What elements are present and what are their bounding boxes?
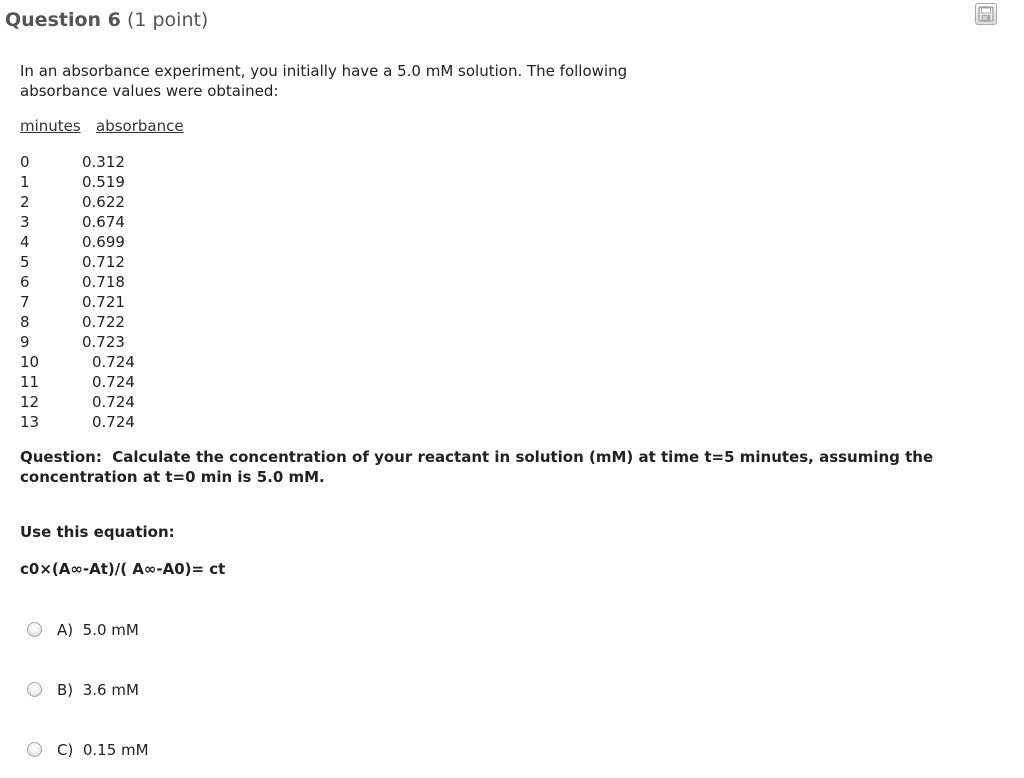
absorbance-header: absorbance (96, 117, 184, 135)
option-letter: A) (57, 621, 74, 639)
minutes-cell: 13 (20, 413, 40, 431)
absorbance-cell: 0.721 (82, 293, 125, 311)
minutes-cell: 10 (20, 353, 40, 371)
option-value: 5.0 mM (82, 621, 139, 639)
minutes-cell: 1 (20, 173, 30, 191)
question-header (5, 9, 208, 31)
table-row (20, 352, 220, 372)
table-row (20, 152, 220, 172)
table-row (20, 392, 220, 412)
table-row (20, 312, 220, 332)
save-icon (978, 6, 994, 22)
absorbance-table (20, 152, 220, 432)
table-row (20, 232, 220, 252)
intro-text (20, 61, 740, 101)
option-b-label (57, 681, 139, 699)
radio-button-c[interactable] (27, 742, 42, 757)
minutes-cell: 11 (20, 373, 40, 391)
table-row (20, 172, 220, 192)
question-line-1: Question: Calculate the concentration of your reactant in solution (mM) at time t=5 minutes, assuming the (20, 448, 934, 466)
absorbance-cell: 0.724 (92, 353, 135, 371)
minutes-cell: 3 (20, 213, 30, 231)
equation-formula: c0×(A∞-At)/( A∞-A0)= ct (20, 560, 226, 578)
option-c-label (57, 741, 149, 759)
question-line-2: concentration at t=0 min is 5.0 mM. (20, 468, 325, 486)
absorbance-cell: 0.722 (82, 313, 125, 331)
table-row (20, 212, 220, 232)
absorbance-cell: 0.724 (92, 393, 135, 411)
table-row (20, 272, 220, 292)
minutes-cell: 2 (20, 193, 30, 211)
absorbance-cell: 0.622 (82, 193, 125, 211)
option-value: 3.6 mM (82, 681, 139, 699)
absorbance-cell: 0.723 (82, 333, 125, 351)
question-points: (1 point) (126, 9, 209, 31)
minutes-cell: 6 (20, 273, 30, 291)
radio-button-a[interactable] (27, 622, 42, 637)
absorbance-cell: 0.712 (82, 253, 125, 271)
intro-line-2: absorbance values were obtained: (20, 82, 279, 100)
question-number: Question 6 (5, 9, 121, 31)
minutes-cell: 5 (20, 253, 30, 271)
table-row (20, 292, 220, 312)
option-letter: B) (57, 681, 74, 699)
absorbance-cell: 0.519 (82, 173, 125, 191)
table-row (20, 412, 220, 432)
option-a-label (57, 621, 139, 639)
equation-label: Use this equation: (20, 523, 175, 541)
absorbance-cell: 0.699 (82, 233, 125, 251)
minutes-cell: 4 (20, 233, 30, 251)
minutes-cell: 9 (20, 333, 30, 351)
table-row (20, 252, 220, 272)
question-text (20, 447, 1010, 487)
minutes-cell: 0 (20, 153, 30, 171)
minutes-cell: 8 (20, 313, 30, 331)
minutes-header: minutes (20, 117, 81, 135)
absorbance-cell: 0.724 (92, 413, 135, 431)
option-value: 0.15 mM (82, 741, 149, 759)
absorbance-cell: 0.674 (82, 213, 125, 231)
table-row (20, 372, 220, 392)
table-row (20, 332, 220, 352)
option-letter: C) (57, 741, 74, 759)
radio-button-b[interactable] (27, 682, 42, 697)
save-button[interactable] (975, 3, 997, 25)
absorbance-cell: 0.724 (92, 373, 135, 391)
minutes-cell: 7 (20, 293, 30, 311)
absorbance-cell: 0.718 (82, 273, 125, 291)
absorbance-cell: 0.312 (82, 153, 125, 171)
minutes-cell: 12 (20, 393, 40, 411)
table-row (20, 192, 220, 212)
intro-line-1: In an absorbance experiment, you initially have a 5.0 mM solution. The following (20, 62, 628, 80)
